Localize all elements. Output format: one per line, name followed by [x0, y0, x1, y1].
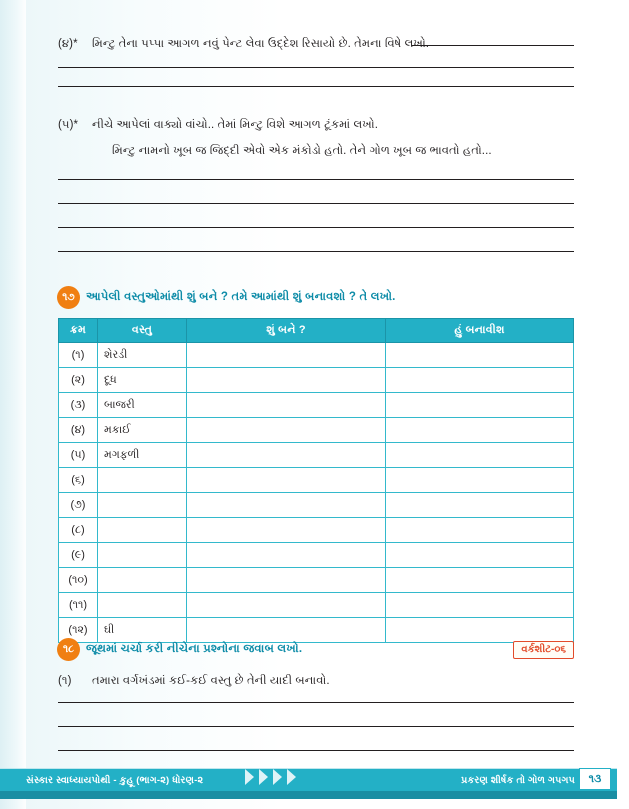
- column-header-kram: ક્રમ: [59, 319, 98, 343]
- worksheet-badge: વર્કશીટ-૦૬: [513, 641, 574, 659]
- answer-rule[interactable]: [58, 86, 574, 87]
- cell-kram: (૭): [59, 493, 98, 518]
- cell-shu-bane[interactable]: [187, 568, 386, 593]
- section-18: [58, 639, 574, 751]
- answer-rule[interactable]: [412, 45, 574, 46]
- section-17-title: આપેલી વસ્તુઓમાંથી શું બને ? તમે આમાંથી શું બનાવશો ? તે લખો.: [86, 291, 396, 303]
- chevron-right-icon: [287, 769, 296, 785]
- column-header-vastu: વસ્તુ: [98, 319, 187, 343]
- table-row: [59, 393, 574, 418]
- question-5-number: (૫)*: [58, 119, 79, 131]
- cell-shu-bane[interactable]: [187, 468, 386, 493]
- answer-rule[interactable]: [58, 179, 574, 180]
- cell-shu-bane[interactable]: [187, 393, 386, 418]
- column-header-hu-banavish: હું બનાવીશ: [386, 319, 574, 343]
- section-17-heading: [58, 287, 574, 308]
- cell-kram: (૯): [59, 543, 98, 568]
- cell-kram: (૧૦): [59, 568, 98, 593]
- cell-hu-banavish[interactable]: [386, 493, 574, 518]
- table-row: [59, 518, 574, 543]
- cell-shu-bane[interactable]: [187, 418, 386, 443]
- cell-kram: (૧): [59, 343, 98, 368]
- cell-hu-banavish[interactable]: [386, 343, 574, 368]
- section-18-number-badge: ૧૮: [58, 639, 79, 660]
- question-18-1-line: [58, 673, 574, 690]
- cell-kram: (૬): [59, 468, 98, 493]
- cell-kram: (૪): [59, 418, 98, 443]
- section-18-title: જૂથમાં ચર્ચા કરી નીચેના પ્રશ્નોના જવાબ લખો.: [86, 643, 303, 655]
- items-table: [58, 318, 574, 643]
- cell-vastu[interactable]: [98, 543, 187, 568]
- question-18-1-number: (૧): [58, 675, 72, 687]
- question-block-5: [58, 117, 574, 252]
- question-18-1-text: તમારા વર્ગખંડમાં કઈ-કઈ વસ્તુ છે તેની યાદી બનાવો.: [92, 675, 330, 687]
- cell-hu-banavish[interactable]: [386, 568, 574, 593]
- page-number: ૧૩: [579, 768, 611, 790]
- question-4-text: મિન્ટુ તેના પપ્પા આગળ નવું પેન્ટ લેવા ઉદ્દેશ રિસાયો છે. તેમના વિષે લખો.: [92, 38, 430, 50]
- answer-rule[interactable]: [58, 227, 574, 228]
- cell-shu-bane[interactable]: [187, 443, 386, 468]
- cell-shu-bane[interactable]: [187, 593, 386, 618]
- table-row: [59, 368, 574, 393]
- cell-shu-bane[interactable]: [187, 368, 386, 393]
- cell-vastu: ઘી: [98, 618, 187, 643]
- cell-hu-banavish[interactable]: [386, 443, 574, 468]
- cell-shu-bane[interactable]: [187, 493, 386, 518]
- cell-shu-bane[interactable]: [187, 543, 386, 568]
- table-row: [59, 593, 574, 618]
- cell-hu-banavish[interactable]: [386, 518, 574, 543]
- cell-vastu: દૂધ: [98, 368, 187, 393]
- cell-vastu[interactable]: [98, 468, 187, 493]
- chevron-right-icon: [245, 769, 254, 785]
- footer-left-text: સંસ્કાર સ્વાધ્યાયપોથી - કુહૂ (ભાગ-૨) ધોરણ-૨: [26, 775, 204, 786]
- cell-vastu: બાજરી: [98, 393, 187, 418]
- chevron-right-icon: [273, 769, 282, 785]
- cell-hu-banavish[interactable]: [386, 418, 574, 443]
- cell-shu-bane[interactable]: [187, 518, 386, 543]
- question-5-text: નીચે આપેલાં વાક્યો વાંચો.. તેમાં મિન્ટુ વિશે આગળ ટૂંકમાં લખો.: [92, 119, 379, 131]
- table-row: [59, 468, 574, 493]
- cell-kram: (૩): [59, 393, 98, 418]
- table-row: [59, 343, 574, 368]
- cell-hu-banavish[interactable]: [386, 468, 574, 493]
- cell-vastu[interactable]: [98, 568, 187, 593]
- table-row: [59, 568, 574, 593]
- table-row: [59, 493, 574, 518]
- cell-vastu[interactable]: [98, 518, 187, 543]
- answer-rule[interactable]: [58, 702, 574, 703]
- cell-hu-banavish[interactable]: [386, 368, 574, 393]
- footer-right-text: પ્રકરણ શીર્ષક તો ગોળ ગપગપ: [461, 775, 575, 786]
- cell-kram: (૧૨): [59, 618, 98, 643]
- section-17-number-badge: ૧૭: [58, 287, 79, 308]
- cell-kram: (૮): [59, 518, 98, 543]
- chevron-right-icon: [259, 769, 268, 785]
- question-5-subtext: મિન્ટુ નામનો ખૂબ જ જિદ્દી એવો એક મંકોડો હતો. તેને ગોળ ખૂબ જ ભાવતો હતો...: [112, 145, 492, 157]
- answer-rule[interactable]: [58, 726, 574, 727]
- section-17: [58, 273, 574, 643]
- cell-hu-banavish[interactable]: [386, 593, 574, 618]
- cell-shu-bane[interactable]: [187, 343, 386, 368]
- column-header-shu-bane: શું બને ?: [187, 319, 386, 343]
- table-row: [59, 418, 574, 443]
- footer-corner-notch: [617, 753, 629, 809]
- answer-rule[interactable]: [58, 203, 574, 204]
- question-5-line: [58, 117, 574, 134]
- answer-rule[interactable]: [58, 67, 574, 68]
- cell-vastu[interactable]: [98, 493, 187, 518]
- section-18-heading: [58, 639, 574, 660]
- cell-vastu: મગફળી: [98, 443, 187, 468]
- page-left-edge-gradient: [0, 0, 26, 809]
- table-row: [59, 543, 574, 568]
- answer-rule[interactable]: [58, 750, 574, 751]
- answer-rule[interactable]: [58, 251, 574, 252]
- cell-hu-banavish[interactable]: [386, 393, 574, 418]
- table-row: [59, 443, 574, 468]
- table-header-row: [59, 319, 574, 343]
- question-block-4: [58, 36, 574, 87]
- cell-kram: (૧૧): [59, 593, 98, 618]
- cell-vastu: શેરડી: [98, 343, 187, 368]
- cell-vastu[interactable]: [98, 593, 187, 618]
- page-content: [58, 0, 574, 809]
- page-footer: [0, 753, 629, 809]
- cell-hu-banavish[interactable]: [386, 543, 574, 568]
- cell-kram: (૫): [59, 443, 98, 468]
- cell-vastu: મકાઈ: [98, 418, 187, 443]
- question-4-number: (૪)*: [58, 38, 78, 50]
- cell-kram: (૨): [59, 368, 98, 393]
